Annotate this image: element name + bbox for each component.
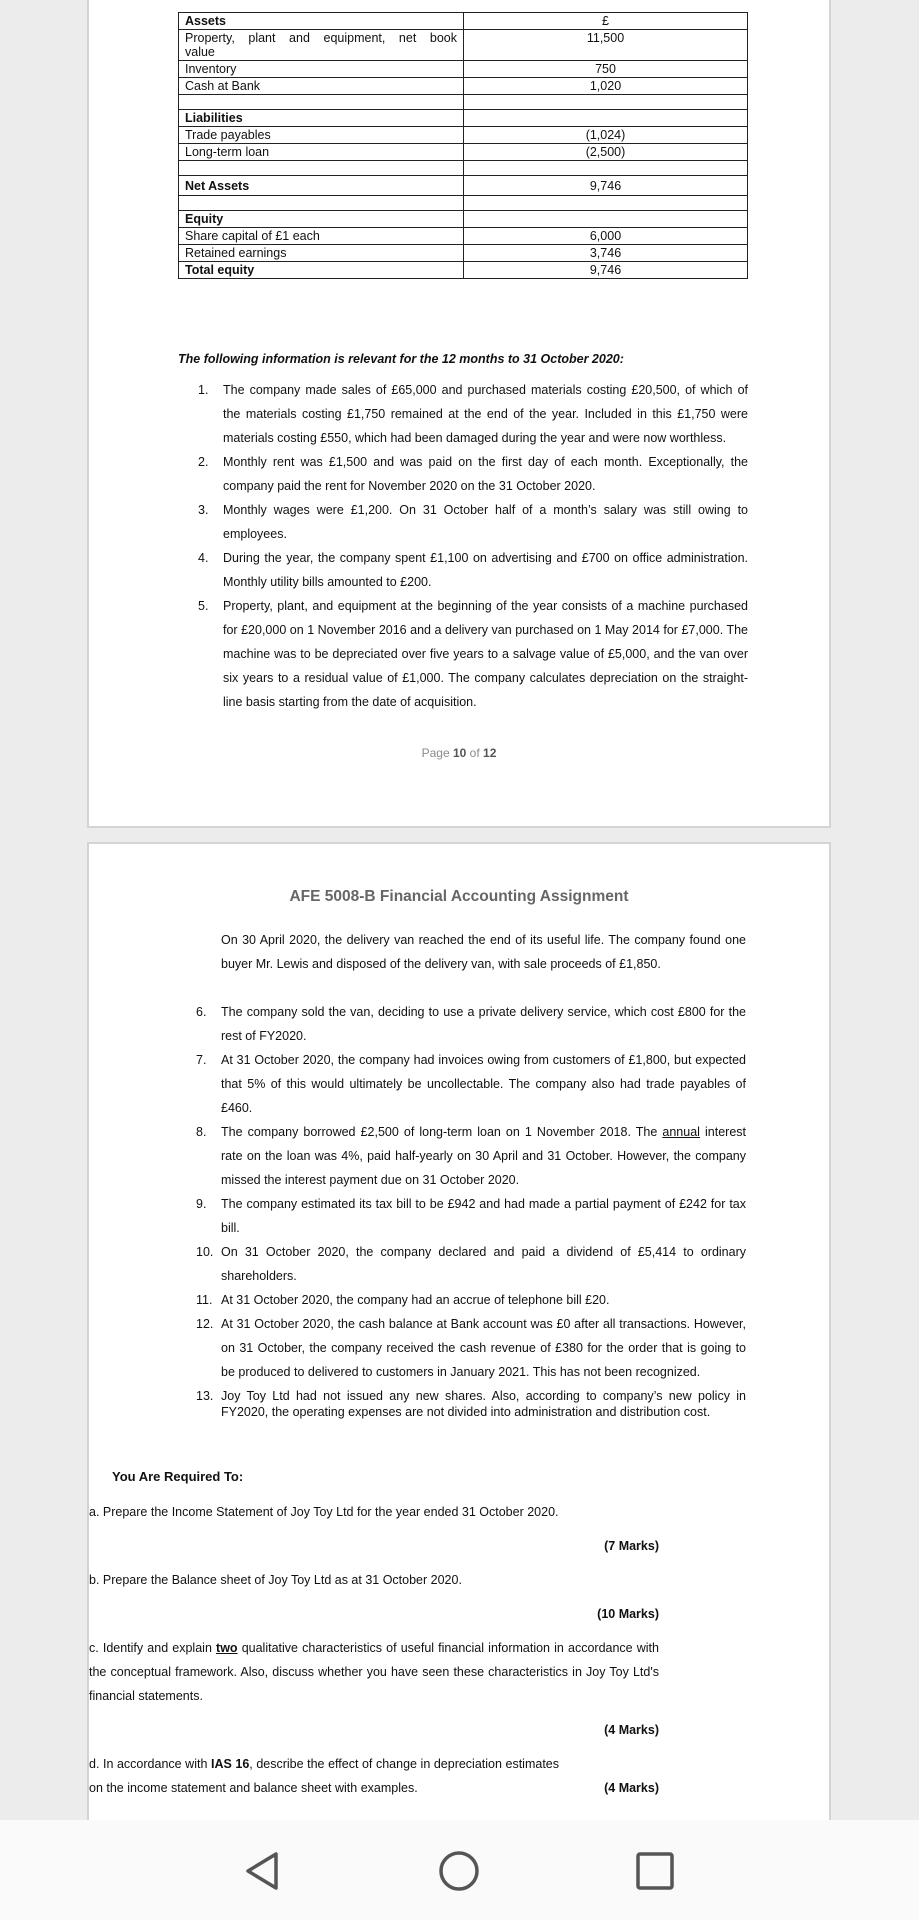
total-equity-label: Total equity	[179, 262, 464, 279]
list-item	[178, 450, 748, 498]
assets-heading: Assets	[179, 13, 464, 30]
page-number: Page 10 of 12	[421, 746, 497, 760]
recents-square-icon[interactable]	[632, 1848, 678, 1894]
liabilities-heading: Liabilities	[179, 110, 464, 127]
item-text: On 30 April 2020, the delivery van reached the end of its useful life. The company found one buyer Mr. Lewis and disposed of the delivery van, with sale proceeds of £1,850.	[221, 933, 746, 971]
question-d	[89, 1752, 659, 1800]
item-number: 6.	[196, 1005, 207, 1019]
balance-sheet-table	[178, 12, 748, 279]
marks-a: (7 Marks)	[604, 1539, 659, 1553]
question-c	[89, 1636, 659, 1737]
cash-value: 1,020	[464, 78, 748, 95]
cash-label: Cash at Bank	[179, 78, 464, 95]
list-item	[176, 1384, 746, 1420]
item-number: 1.	[198, 383, 209, 397]
home-circle-icon[interactable]	[436, 1848, 482, 1894]
equity-heading: Equity	[179, 211, 464, 228]
table-row-blank	[179, 95, 748, 110]
ppe-value: 11,500	[464, 30, 748, 61]
item-number: 12.	[196, 1317, 214, 1331]
inventory-label: Inventory	[179, 61, 464, 78]
list-item	[178, 498, 748, 546]
information-list-continued	[176, 1000, 746, 1420]
list-item	[176, 1312, 746, 1384]
item-text: Monthly rent was £1,500 and was paid on the first day of each month. Exceptionally, the company paid the rent for November 2020 on the 31 October 2020.	[223, 455, 748, 493]
list-item	[176, 1288, 746, 1312]
document-page-10	[87, 0, 831, 828]
list-item	[176, 1240, 746, 1288]
share-capital-value: 6,000	[464, 228, 748, 245]
item-number: 4.	[198, 551, 209, 565]
list-item	[176, 1048, 746, 1120]
item-text: At 31 October 2020, the cash balance at Bank account was £0 after all transactions. However, on 31 October, the company received the cash revenue of £380 for the order that is going to be produced to delivered to customers in January 2021. This has not been recognized.	[221, 1317, 746, 1379]
item-text: At 31 October 2020, the company had invoices owing from customers of £1,800, but expected that 5% of this would ultimately be uncollectable. The company also had trade payables of £460.	[221, 1053, 746, 1115]
table-row	[179, 127, 748, 144]
ppe-label-line2: value	[185, 45, 215, 59]
loan-value: (2,500)	[464, 144, 748, 161]
loan-label: Long-term loan	[179, 144, 464, 161]
item-text: Monthly wages were £1,200. On 31 October half of a month’s salary was still owing to employees.	[223, 503, 748, 541]
item-text: The company estimated its tax bill to be £942 and had made a partial payment of £242 for tax bill.	[221, 1197, 746, 1235]
ppe-label-line1: Property, plant and equipment, net book	[185, 31, 457, 45]
intro-statement: The following information is relevant for the 12 months to 31 October 2020:	[178, 352, 624, 366]
marks-b: (10 Marks)	[597, 1607, 659, 1621]
item-text: Property, plant, and equipment at the beginning of the year consists of a machine purchased for £20,000 on 1 November 2016 and a delivery van purchased on 1 May 2014 for £7,000. The machine was to be depreciated over five years to a salvage value of £5,000, and the van over six years to a residual value of £1,000. The company calculates depreciation on the straight-line basis starting from the date of acquisition.	[223, 599, 748, 709]
item-number: 7.	[196, 1053, 207, 1067]
total-equity-value: 9,746	[464, 262, 748, 279]
table-row	[179, 61, 748, 78]
inventory-value: 750	[464, 61, 748, 78]
marks-d: (4 Marks)	[604, 1781, 659, 1795]
back-triangle-icon[interactable]	[240, 1848, 286, 1894]
question-a-text: a. Prepare the Income Statement of Joy Toy Ltd for the year ended 31 October 2020.	[89, 1505, 559, 1519]
table-row	[179, 13, 748, 30]
item-number: 5.	[198, 599, 209, 613]
net-assets-label: Net Assets	[179, 176, 464, 196]
currency-header: £	[464, 13, 748, 30]
list-item	[178, 378, 748, 450]
information-list	[178, 378, 748, 714]
question-a	[89, 1500, 659, 1553]
table-row-blank	[179, 196, 748, 211]
item-text: The company made sales of £65,000 and purchased materials costing £20,500, of which of the materials costing £1,750 remained at the end of the year. Included in this £1,750 were materials costing £550, which had been damaged during the year and were now worthless.	[223, 383, 748, 445]
ppe-label	[179, 30, 464, 61]
table-row	[179, 30, 748, 61]
item-text: Joy Toy Ltd had not issued any new shares. Also, according to company’s new policy in FY2020, the operating expenses are not divided into administration and distribution cost.	[221, 1389, 746, 1419]
question-b	[89, 1568, 659, 1621]
required-heading: You Are Required To:	[112, 1469, 244, 1484]
table-row	[179, 144, 748, 161]
list-item: 8. The company borrowed £2,500 of long-term loan on 1 November 2018. The annual interest rate on the loan was 4%, paid half-yearly on 30 April and 31 October. However, the company missed the interest payment due on 31 October 2020.	[176, 1120, 746, 1192]
retained-earnings-value: 3,746	[464, 245, 748, 262]
list-item-continuation	[176, 928, 746, 976]
table-row	[179, 78, 748, 95]
item-number: 13.	[196, 1389, 214, 1403]
list-item	[176, 1000, 746, 1048]
item-text: On 31 October 2020, the company declared and paid a dividend of £5,414 to ordinary shareholders.	[221, 1245, 746, 1283]
continuation-list	[176, 928, 746, 976]
table-row	[179, 245, 748, 262]
item-text: The company sold the van, deciding to use a private delivery service, which cost £800 for the rest of FY2020.	[221, 1005, 746, 1043]
list-item	[178, 594, 748, 714]
table-row	[179, 262, 748, 279]
item-number: 9.	[196, 1197, 207, 1211]
item-number: 11.	[196, 1293, 213, 1307]
question-b-text: b. Prepare the Balance sheet of Joy Toy Ltd as at 31 October 2020.	[89, 1573, 462, 1587]
table-row-blank	[179, 161, 748, 176]
item-number: 8.	[196, 1125, 207, 1139]
trade-payables-label: Trade payables	[179, 127, 464, 144]
document-title: AFE 5008-B Financial Accounting Assignment	[289, 888, 629, 905]
retained-earnings-label: Retained earnings	[179, 245, 464, 262]
table-row	[179, 211, 748, 228]
list-item	[176, 1192, 746, 1240]
trade-payables-value: (1,024)	[464, 127, 748, 144]
item-text: At 31 October 2020, the company had an accrue of telephone bill £20.	[221, 1293, 610, 1307]
share-capital-label: Share capital of £1 each	[179, 228, 464, 245]
question-c-text: c. Identify and explain two qualitative characteristics of useful financial information in accordance with the conceptual framework. Also, discuss whether you have seen these characteristics in Joy Toy Ltd's financial statements.	[89, 1641, 659, 1703]
question-d-text: d. In accordance with IAS 16, describe the effect of change in depreciation estimates on the income statement and balance sheet with examples.	[89, 1757, 559, 1795]
net-assets-value: 9,746	[464, 176, 748, 196]
list-item	[178, 546, 748, 594]
item-number: 2.	[198, 455, 209, 469]
marks-c: (4 Marks)	[604, 1723, 659, 1737]
item-number: 10.	[196, 1245, 214, 1259]
table-row	[179, 110, 748, 127]
table-row	[179, 176, 748, 196]
item-number: 3.	[198, 503, 209, 517]
table-row	[179, 228, 748, 245]
item-text: During the year, the company spent £1,100 on advertising and £700 on office administration. Monthly utility bills amounted to £200.	[223, 551, 748, 589]
